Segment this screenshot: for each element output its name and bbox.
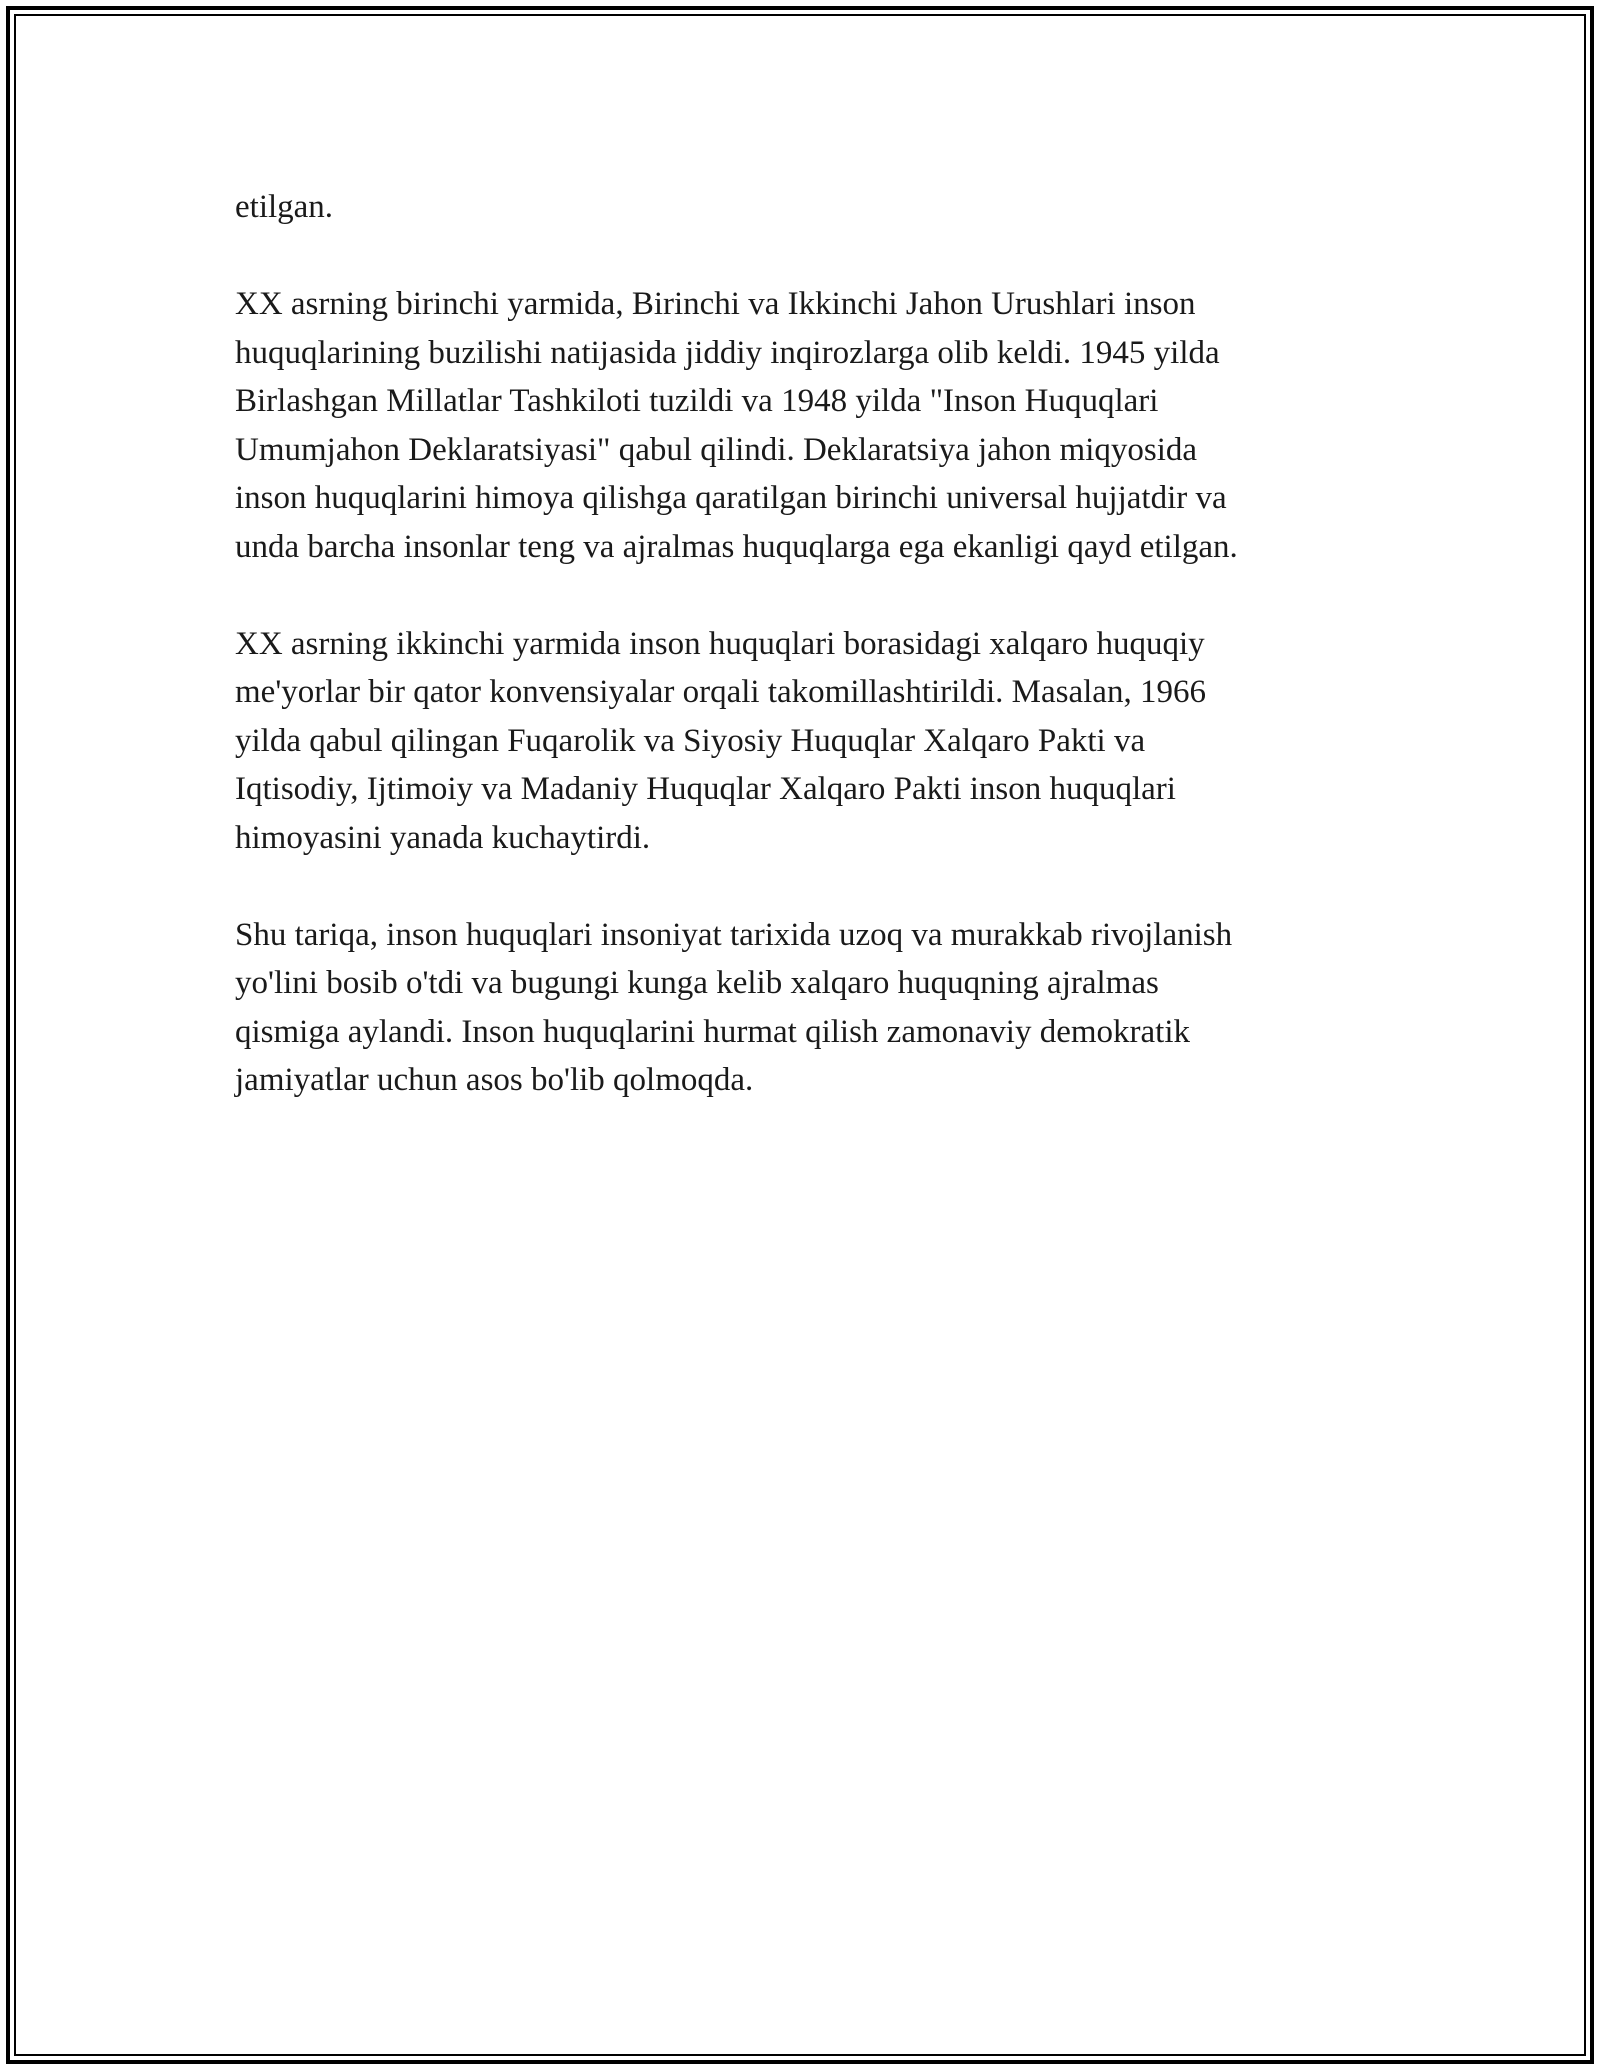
paragraph-continuation: etilgan. xyxy=(235,189,334,225)
document-body xyxy=(235,183,1365,1153)
paragraph-conclusion: Shu tariqa, inson huquqlari insoniyat tarixida uzoq va murakkab rivojlanish yo'lini bosib o'tdi va bugungi kunga kelib xalqaro huquqning ajralmas qismiga aylandi. Inson huquqlarini hurmat qilish zamonaviy demokratik jamiyatlar uchun asos bo'lib qolmoqda. xyxy=(235,916,1233,1098)
paragraph-second-half-century: XX asrning ikkinchi yarmida inson huquqlari borasidagi xalqaro huquqiy me'yorlar bir qator konvensiyalar orqali takomillashtirildi. Masalan, 1966 yilda qabul qilingan Fuqarolik va Siyosiy Huquqlar Xalqaro Pakti va Iqtisodiy, Ijtimoiy va Madaniy Huquqlar Xalqaro Pakti inson huquqlari himoyasini yanada kuchaytirdi. xyxy=(235,625,1206,856)
paragraph-first-half-century: XX asrning birinchi yarmida, Birinchi va Ikkinchi Jahon Urushlari inson huquqlarining buzilishi natijasida jiddiy inqirozlarga olib keldi. 1945 yilda Birlashgan Millatlar Tashkiloti tuzildi va 1948 yilda "Inson Huquqlari Umumjahon Deklaratsiyasi" qabul qilindi. Deklaratsiya jahon miqyosida inson huquqlarini himoya qilishga qaratilgan birinchi universal hujjatdir va unda barcha insonlar teng va ajralmas huquqlarga ega ekanligi qayd etilgan. xyxy=(235,286,1238,565)
